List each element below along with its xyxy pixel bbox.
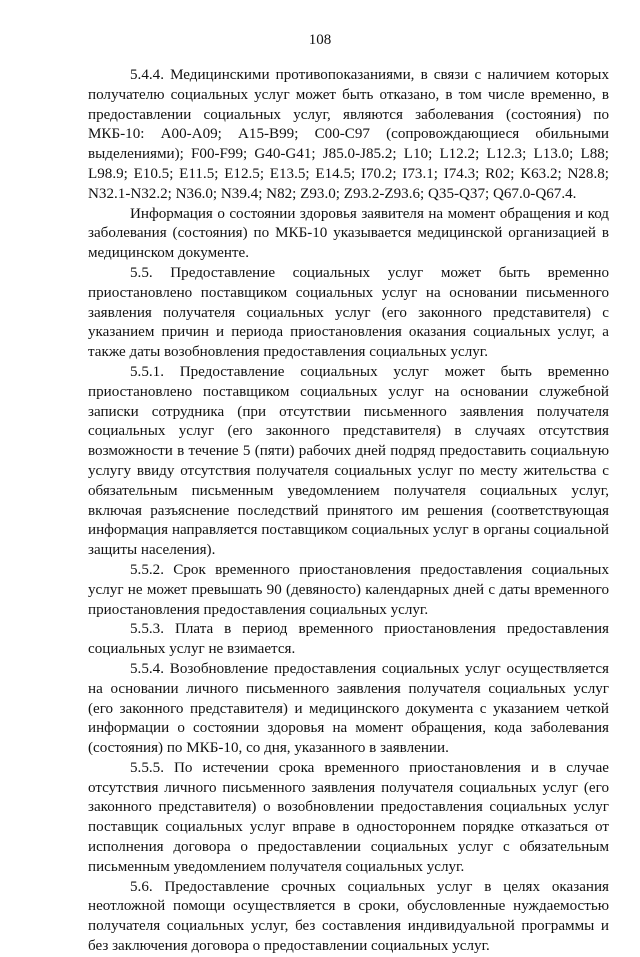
paragraph-5-6: 5.6. Предоставление срочных социальных услуг в целях оказания неотложной помощи осуществляется в сроки, обусловленные нуждаемостью получателя социальных услуг, без составления индивидуальной программы и без заключения договора о предоставлении социальных услуг. — [88, 878, 609, 955]
paragraph-5-5-4: 5.5.4. Возобновление предоставления социальных услуг осуществляется на основании личного письменного заявления получателя социальных услуг (его законного представителя) и медицинского документа с указанием четкой информации о состоянии здоровья на момент обращения, кода заболевания (состояния) по МКБ-10, со дня, указанного в заявлении. — [88, 660, 609, 757]
paragraph-5-5-1: 5.5.1. Предоставление социальных услуг может быть временно приостановлено поставщиком социальных услуг на основании служебной записки сотрудника (при отсутствии письменного заявления получателя социальных услуг (его законного представителя) в случаях отсутствия возможности в течение 5 (пяти) рабочих дней подряд предоставить социальную услугу ввиду отсутствия получателя социальных услуг по месту жительства с обязательным письменным уведомлением получателя социальных услуг, включая разъяснение последствий принятого им решения (соответствующая информация направляется поставщиком социальных услуг в органы социальной защиты населения). — [88, 363, 609, 559]
paragraph-5-5: 5.5. Предоставление социальных услуг может быть временно приостановлено поставщиком социальных услуг на основании письменного заявления получателя социальных услуг (его законного представителя) с указанием причин и периода приостановления оказания социальных услуг, а также даты возобновления предоставления социальных услуг. — [88, 264, 609, 361]
document-body — [88, 66, 609, 957]
paragraph-5-5-2: 5.5.2. Срок временного приостановления предоставления социальных услуг не может превышать 90 (девяносто) календарных дней с даты временного приостановления предоставления социальных услуг. — [88, 561, 609, 618]
paragraph-5-4-4: 5.4.4. Медицинскими противопоказаниями, в связи с наличием которых получателю социальных услуг может быть отказано, в том числе временно, в предоставлении социальных услуг, являются заболевания (состояния) по МКБ-10: А00-А09; А15-В99; С00-С97 (сопровождающиеся обильными выделениями); F00-F99; G40-G41; J85.0-J85.2; L10; L12.2; L12.3; L13.0; L88; L98.9; E10.5; E11.5; E12.5; E13.5; E14.5; I70.2; I73.1; I74.3; R02; K63.2; N28.8; N32.1-N32.2; N36.0; N39.4; N82; Z93.0; Z93.2-Z93.6; Q35-Q37; Q67.0-Q67.4. — [88, 67, 609, 202]
paragraph-5-5-5: 5.5.5. По истечении срока временного приостановления и в случае отсутствия личного письменного заявления получателя социальных услуг (его законного представителя) о возобновлении предоставления социальных услуг поставщик социальных услуг вправе в одностороннем порядке отказаться от исполнения договора о предоставлении социальных услуг с обязательным письменным уведомлением получателя социальных услуг. — [88, 759, 609, 875]
page-number: 108 — [308, 32, 332, 48]
paragraph-5-5-3: 5.5.3. Плата в период временного приостановления предоставления социальных услуг не взимается. — [88, 621, 609, 658]
paragraph-health-info: Информация о состоянии здоровья заявителя на момент обращения и код заболевания (состояния) по МКБ-10 указывается медицинской организацией в медицинском документе. — [88, 205, 609, 262]
